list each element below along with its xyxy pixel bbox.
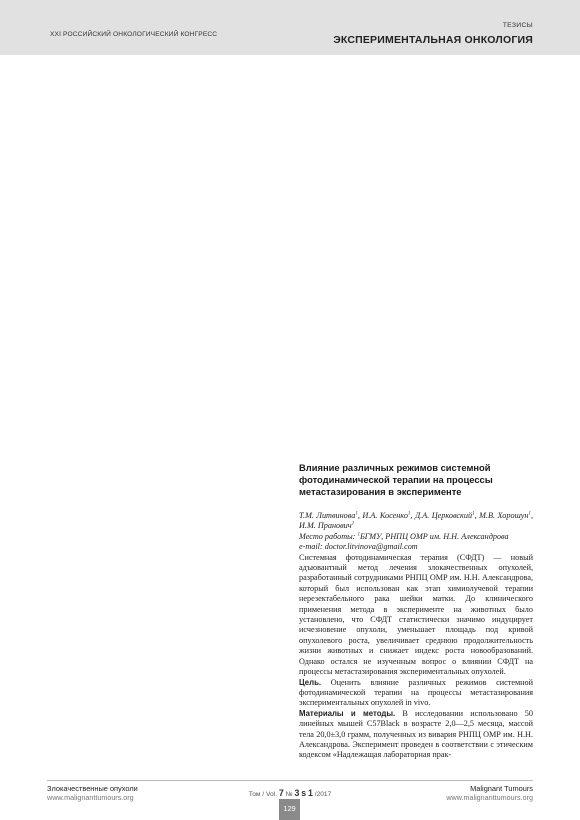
author: Т.М. Литвинова$^1$ [299,511,358,520]
title-line: фотодинамической терапии на процессы [299,474,493,485]
article [299,462,533,761]
intro-paragraph: Системная фотодинамическая терапия (СФДТ) — новый адъювантный метод лечения злокачественных опухолей, разработанный сотрудниками РНПЦ ОМР им. Н.Н. Александрова, который был использован как этап химиолучевой терапии нерезектабельного рака шейки матки. До клинического применения метода в эксперименте на животных было установлено, что СФДТ статистически значимо индуцирует исчезновение опухоли, уменьшает площадь под кривой опухолевого роста, увеличивает среднюю продолжительность жизни животных и снижает индекс роста новообразований. Однако остался не изученным вопрос о влиянии СФДТ на процессы метастазирования экспериментальных опухолей. [299,552,533,677]
authors: Т.М. Литвинова$^1$, И.А. Косенко$^1$, Д.А. Церковский$^1$, М.В. Хорошун$^1$, И.М. Пранович$^1$ [299,511,534,531]
workplace: Место работы: $^1$БГМУ, РНПЦ ОМР им. Н.Н. Александрова [299,531,509,541]
email: e-mail: doctor.litvinova@gmail.com [299,542,418,552]
journal-name-en: Malignant Tumours [470,784,533,793]
journal-name-ru: Злокачественные опухоли [47,784,138,793]
journal-url-right[interactable]: www.malignanttumours.org [446,793,533,802]
methods-label: Материалы и методы. [299,708,396,718]
author: Д.А. Церковский$^1$ [414,511,475,520]
page-number: 129 [279,799,300,820]
title-line: Влияние различных режимов системной [299,462,491,473]
volume-info: Том / Vol. 7 № 3 s 1 /2017 [248,788,332,798]
congress-title: XXI РОССИЙСКИЙ ОНКОЛОГИЧЕСКИЙ КОНГРЕСС [50,31,218,38]
footer-right [446,784,533,802]
section-label: ТЕЗИСЫ [502,22,533,29]
journal-url-left[interactable]: www.malignanttumours.org [47,793,134,802]
title-line: метастазирования в эксперименте [299,486,462,497]
footer-divider [47,780,533,781]
article-title [299,462,533,498]
author: М.В. Хорошун$^1$ [479,511,531,520]
methods-paragraph: Материалы и методы. В исследовании использовано 50 линейных мышей C57Black в возрасте 2,0—2,5 месяца, массой тела 20,0±3,0 грамм, полученных из вивария РНПЦ ОМР им. Н.Н. Александрова. Эксперимент проведен в соответствии с этическим кодексом «Надлежащая лабораторная прак- [299,708,533,760]
aim-label: Цель. [299,677,322,687]
section-title: ЭКСПЕРИМЕНТАЛЬНАЯ ОНКОЛОГИЯ [333,34,533,46]
header-band [0,0,580,55]
aim-paragraph: Цель. Оценить влияние различных режимов системной фотодинамической терапии на процессы метастазирования экспериментальных опухолей in vivo. [299,677,533,708]
author: И.А. Косенко$^1$ [362,511,411,520]
author: И.М. Пранович$^1$ [299,521,355,531]
